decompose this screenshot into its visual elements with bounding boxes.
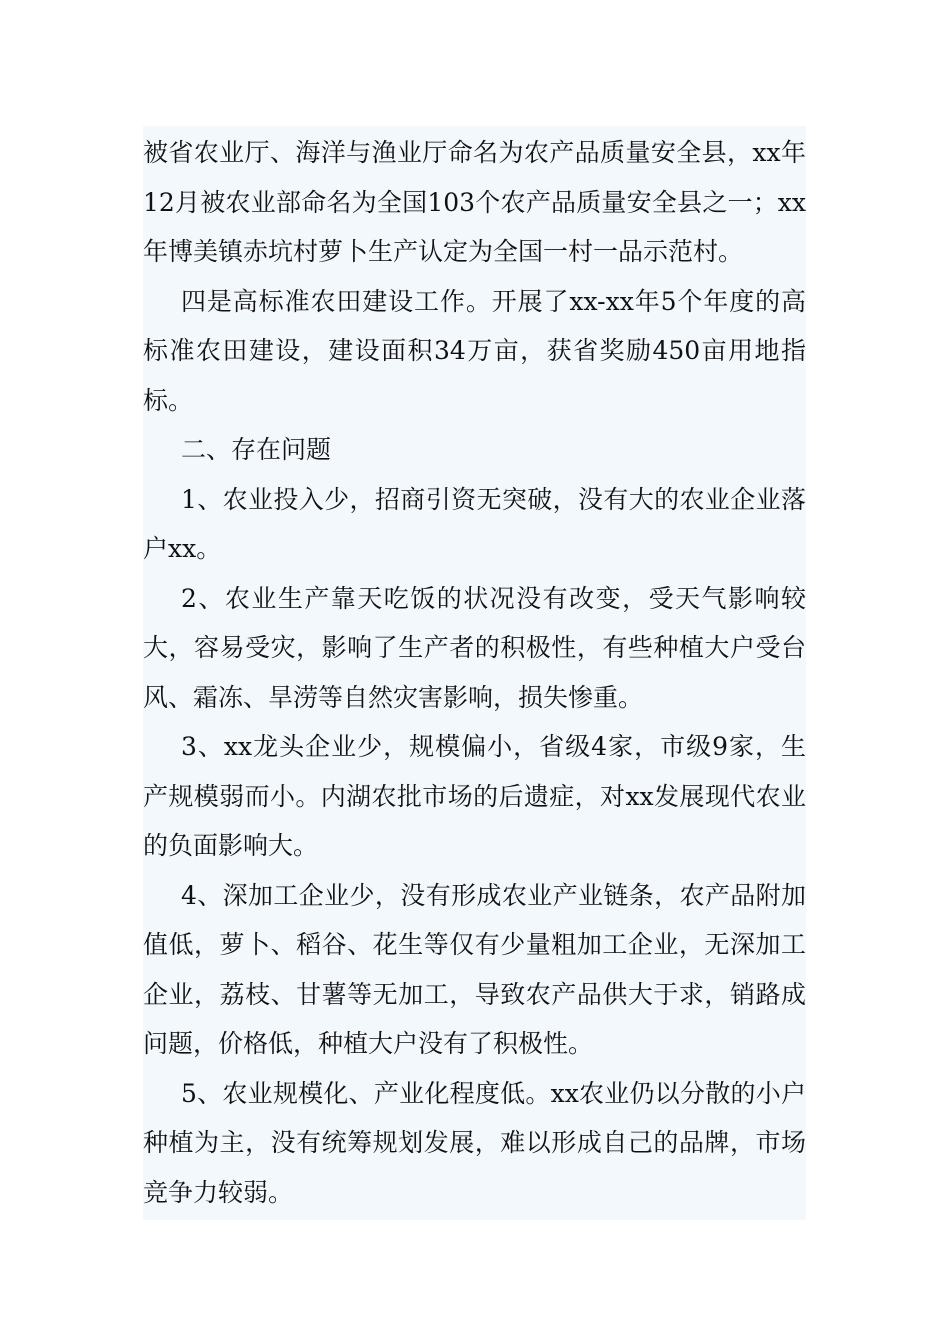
paragraph-problem-3: 3、xx龙头企业少，规模偏小，省级4家，市级9家，生产规模弱而小。内湖农批市场的后遗症，对xx发展现代农业的负面影响大。 [143,732,806,860]
paragraph-continuation: 被省农业厅、海洋与渔业厅命名为农产品质量安全县，xx年12月被农业部命名为全国103个农产品质量安全县之一；xx年博美镇赤坑村萝卜生产认定为全国一村一品示范村。 [143,138,806,266]
document-page [143,126,806,1220]
document-body [143,128,806,1217]
section-heading-problems: 二、存在问题 [181,435,332,464]
paragraph-problem-4: 4、深加工企业少，没有形成农业产业链条，农产品附加值低，萝卜、稻谷、花生等仅有少量粗加工企业，无深加工企业，荔枝、甘薯等无加工，导致农产品供大于求，销路成问题，价格低，种植大户没有了积极性。 [143,880,806,1058]
paragraph-problem-5: 5、农业规模化、产业化程度低。xx农业仍以分散的小户种植为主，没有统筹规划发展，难以形成自己的品牌，市场竞争力较弱。 [143,1078,806,1207]
paragraph-farmland: 四是高标准农田建设工作。开展了xx-xx年5个年度的高标准农田建设，建设面积34万亩，获省奖励450亩用地指标。 [143,286,806,415]
paragraph-problem-1: 1、农业投入少，招商引资无突破，没有大的农业企业落户xx。 [143,484,806,563]
paragraph-problem-2: 2、农业生产靠天吃饭的状况没有改变，受天气影响较大，容易受灾，影响了生产者的积极性，有些种植大户受台风、霜冻、旱涝等自然灾害影响，损失惨重。 [143,583,806,712]
